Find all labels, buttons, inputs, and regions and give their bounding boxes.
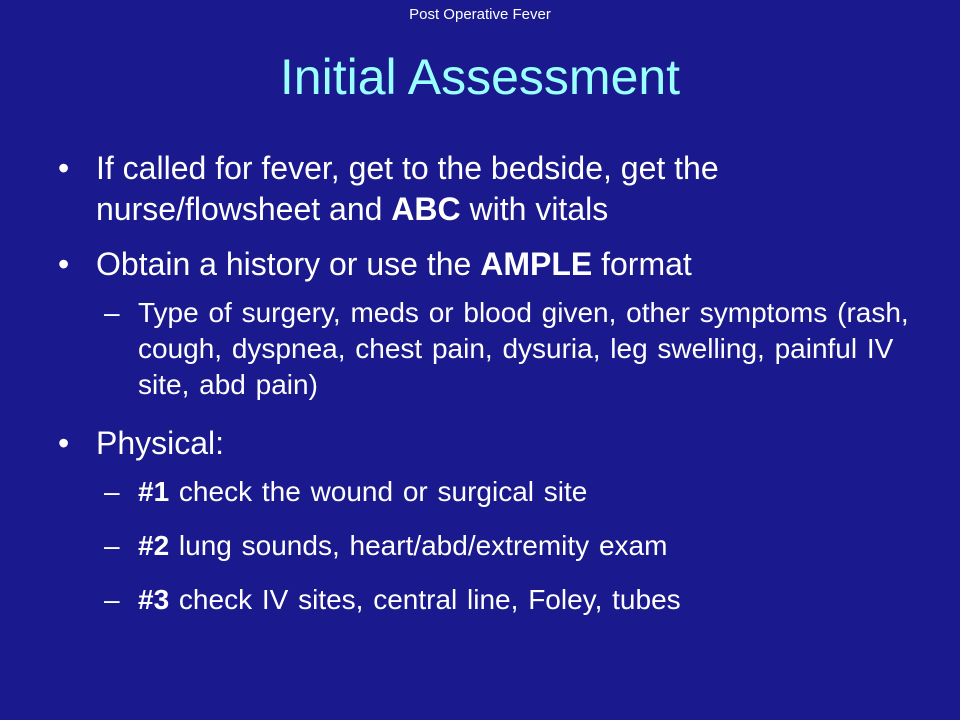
item-bold: #1 bbox=[138, 476, 170, 507]
bullet-icon: • bbox=[58, 246, 70, 282]
slide-header: Post Operative Fever bbox=[409, 6, 551, 23]
bullet-icon: • bbox=[58, 425, 70, 461]
item-text: If called for fever, get to the bedside, get the nurse/flowsheet and bbox=[96, 150, 719, 227]
dash-icon: – bbox=[104, 476, 120, 507]
bullet-item-fever-call bbox=[58, 148, 918, 230]
dash-icon: – bbox=[104, 530, 120, 561]
bullet-item-physical bbox=[58, 423, 918, 464]
bullet-item-history bbox=[58, 244, 918, 285]
item-text: Type of surgery, meds or blood given, other symptoms (rash, cough, dyspnea, chest pain, dysuria, leg swelling, painful IV site, abd pain) bbox=[138, 297, 909, 400]
dash-icon: – bbox=[104, 584, 120, 615]
item-bold: #3 bbox=[138, 584, 170, 615]
item-text: Physical: bbox=[96, 425, 225, 461]
item-text-tail: with vitals bbox=[460, 191, 609, 227]
item-text-tail: format bbox=[592, 246, 692, 282]
sub-item-check-1 bbox=[58, 474, 918, 510]
item-text-tail: check IV sites, central line, Foley, tubes bbox=[169, 584, 681, 615]
slide-body bbox=[58, 148, 918, 636]
item-text-tail: check the wound or surgical site bbox=[169, 476, 588, 507]
item-bold: #2 bbox=[138, 530, 170, 561]
slide-title: Initial Assessment bbox=[279, 49, 681, 105]
sub-item-check-2 bbox=[58, 528, 918, 564]
item-bold: AMPLE bbox=[480, 246, 593, 282]
sub-item-history-details bbox=[58, 295, 918, 403]
dash-icon: – bbox=[104, 297, 120, 328]
item-text-tail: lung sounds, heart/abd/extremity exam bbox=[169, 530, 668, 561]
sub-item-check-3 bbox=[58, 582, 918, 618]
bullet-icon: • bbox=[58, 150, 70, 186]
item-text: Obtain a history or use the bbox=[96, 246, 481, 282]
item-bold: ABC bbox=[391, 191, 461, 227]
